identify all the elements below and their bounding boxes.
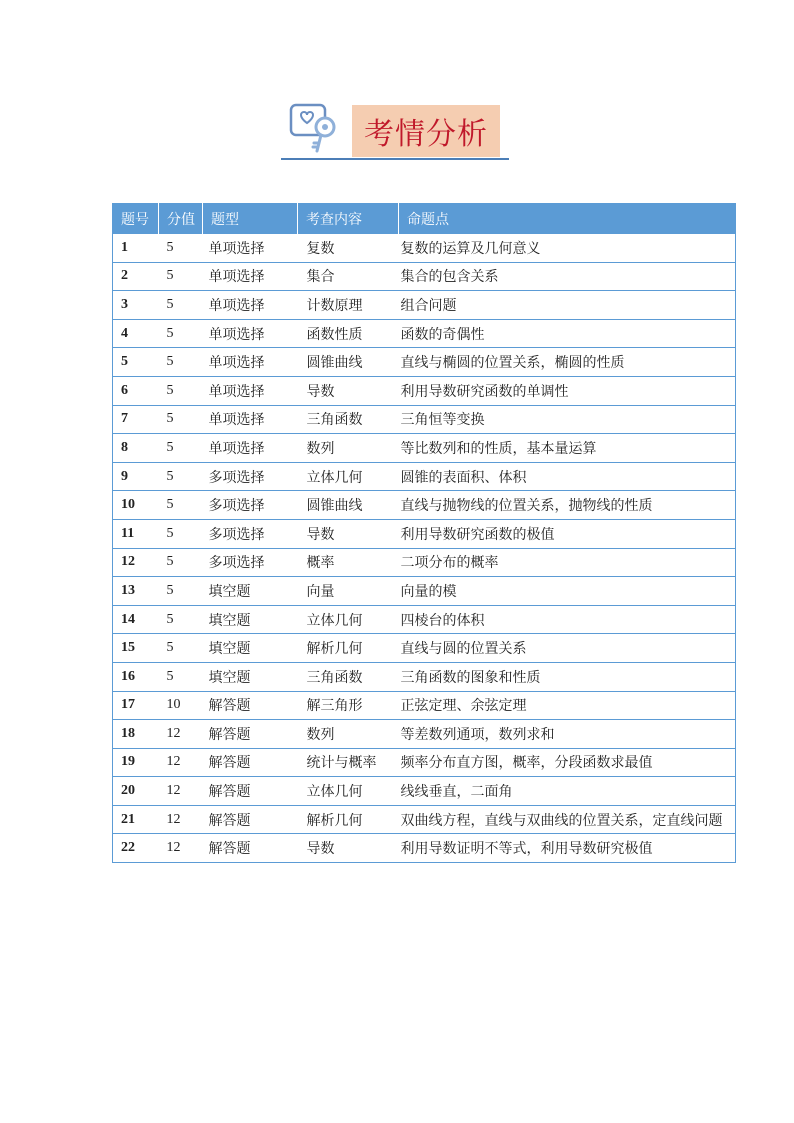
cell-score: 5 [159, 548, 203, 577]
cell-key-point: 组合问题 [399, 291, 736, 320]
cell-topic: 立体几何 [298, 777, 399, 806]
cell-topic: 函数性质 [298, 319, 399, 348]
cell-question-number: 14 [113, 605, 159, 634]
cell-score: 5 [159, 491, 203, 520]
cell-question-type: 解答题 [203, 748, 298, 777]
cell-topic: 向量 [298, 577, 399, 606]
cell-question-number: 22 [113, 834, 159, 863]
cell-score: 5 [159, 634, 203, 663]
cell-question-number: 1 [113, 234, 159, 262]
cell-question-number: 5 [113, 348, 159, 377]
table-row [113, 262, 736, 291]
table-row [113, 634, 736, 663]
cell-question-type: 单项选择 [203, 434, 298, 463]
table-row [113, 291, 736, 320]
cell-question-number: 7 [113, 405, 159, 434]
cell-score: 12 [159, 720, 203, 749]
cell-question-type: 填空题 [203, 634, 298, 663]
cell-question-type: 填空题 [203, 662, 298, 691]
cell-key-point: 直线与抛物线的位置关系，抛物线的性质 [399, 491, 736, 520]
cell-topic: 三角函数 [298, 662, 399, 691]
cell-question-type: 解答题 [203, 805, 298, 834]
cell-question-number: 6 [113, 376, 159, 405]
cell-question-type: 多项选择 [203, 548, 298, 577]
cell-score: 5 [159, 519, 203, 548]
cell-question-number: 2 [113, 262, 159, 291]
cell-score: 5 [159, 577, 203, 606]
cell-question-number: 21 [113, 805, 159, 834]
table-row [113, 720, 736, 749]
table-row [113, 662, 736, 691]
table-row [113, 405, 736, 434]
cell-topic: 圆锥曲线 [298, 348, 399, 377]
cell-key-point: 双曲线方程，直线与双曲线的位置关系，定直线问题 [399, 805, 736, 834]
cell-question-type: 填空题 [203, 577, 298, 606]
cell-question-number: 17 [113, 691, 159, 720]
cell-key-point: 三角函数的图象和性质 [399, 662, 736, 691]
cell-key-point: 线线垂直，二面角 [399, 777, 736, 806]
cell-question-number: 16 [113, 662, 159, 691]
title-underline [281, 158, 509, 160]
cell-question-number: 10 [113, 491, 159, 520]
cell-question-number: 15 [113, 634, 159, 663]
cell-question-type: 解答题 [203, 834, 298, 863]
cell-score: 12 [159, 805, 203, 834]
cell-key-point: 三角恒等变换 [399, 405, 736, 434]
table-row [113, 348, 736, 377]
cell-topic: 统计与概率 [298, 748, 399, 777]
cell-question-type: 单项选择 [203, 262, 298, 291]
cell-key-point: 频率分布直方图，概率，分段函数求最值 [399, 748, 736, 777]
cell-key-point: 复数的运算及几何意义 [399, 234, 736, 262]
cell-topic: 复数 [298, 234, 399, 262]
cell-question-number: 19 [113, 748, 159, 777]
cell-score: 12 [159, 834, 203, 863]
cell-key-point: 向量的模 [399, 577, 736, 606]
cell-topic: 立体几何 [298, 605, 399, 634]
cell-topic: 概率 [298, 548, 399, 577]
cell-key-point: 等比数列和的性质，基本量运算 [399, 434, 736, 463]
cell-key-point: 四棱台的体积 [399, 605, 736, 634]
cell-question-type: 单项选择 [203, 234, 298, 262]
cell-topic: 导数 [298, 376, 399, 405]
cell-topic: 解三角形 [298, 691, 399, 720]
cell-question-number: 9 [113, 462, 159, 491]
table-row [113, 462, 736, 491]
cell-score: 5 [159, 234, 203, 262]
cell-question-number: 18 [113, 720, 159, 749]
table-row [113, 319, 736, 348]
table-row [113, 834, 736, 863]
cell-question-type: 解答题 [203, 691, 298, 720]
table-row [113, 748, 736, 777]
cell-topic: 计数原理 [298, 291, 399, 320]
header-key-point: 命题点 [399, 203, 736, 234]
cell-question-type: 单项选择 [203, 291, 298, 320]
cell-key-point: 等差数列通项，数列求和 [399, 720, 736, 749]
cell-score: 5 [159, 376, 203, 405]
cell-score: 5 [159, 605, 203, 634]
cell-score: 5 [159, 262, 203, 291]
cell-topic: 圆锥曲线 [298, 491, 399, 520]
cell-key-point: 利用导数证明不等式，利用导数研究极值 [399, 834, 736, 863]
cell-topic: 三角函数 [298, 405, 399, 434]
table-row [113, 805, 736, 834]
cell-question-number: 8 [113, 434, 159, 463]
header-question-number: 题号 [113, 203, 159, 234]
cell-question-type: 单项选择 [203, 405, 298, 434]
cell-key-point: 利用导数研究函数的单调性 [399, 376, 736, 405]
page-title: 考情分析 [352, 105, 500, 157]
table-row [113, 376, 736, 405]
cell-question-type: 解答题 [203, 777, 298, 806]
section-banner [281, 103, 509, 161]
key-heart-icon [287, 103, 347, 155]
cell-score: 5 [159, 405, 203, 434]
cell-score: 5 [159, 662, 203, 691]
cell-question-type: 单项选择 [203, 319, 298, 348]
cell-question-number: 3 [113, 291, 159, 320]
table-body [113, 234, 736, 863]
table-row [113, 605, 736, 634]
cell-question-number: 4 [113, 319, 159, 348]
cell-key-point: 二项分布的概率 [399, 548, 736, 577]
header-score: 分值 [159, 203, 203, 234]
header-topic: 考查内容 [298, 203, 399, 234]
cell-topic: 解析几何 [298, 805, 399, 834]
cell-question-type: 多项选择 [203, 519, 298, 548]
cell-key-point: 正弦定理、余弦定理 [399, 691, 736, 720]
cell-question-type: 多项选择 [203, 491, 298, 520]
cell-question-type: 单项选择 [203, 348, 298, 377]
cell-key-point: 函数的奇偶性 [399, 319, 736, 348]
cell-topic: 数列 [298, 434, 399, 463]
cell-key-point: 集合的包含关系 [399, 262, 736, 291]
header-question-type: 题型 [203, 203, 298, 234]
cell-question-type: 单项选择 [203, 376, 298, 405]
table-header-row [113, 203, 736, 234]
cell-score: 5 [159, 434, 203, 463]
cell-question-number: 11 [113, 519, 159, 548]
cell-question-type: 填空题 [203, 605, 298, 634]
cell-question-type: 多项选择 [203, 462, 298, 491]
cell-key-point: 圆锥的表面积、体积 [399, 462, 736, 491]
table-row [113, 577, 736, 606]
cell-score: 5 [159, 348, 203, 377]
cell-topic: 集合 [298, 262, 399, 291]
cell-topic: 导数 [298, 834, 399, 863]
table-row [113, 519, 736, 548]
table-row [113, 691, 736, 720]
cell-question-type: 解答题 [203, 720, 298, 749]
table-row [113, 434, 736, 463]
table-row [113, 548, 736, 577]
cell-key-point: 直线与椭圆的位置关系，椭圆的性质 [399, 348, 736, 377]
table-row [113, 777, 736, 806]
cell-question-number: 13 [113, 577, 159, 606]
cell-score: 12 [159, 748, 203, 777]
cell-key-point: 利用导数研究函数的极值 [399, 519, 736, 548]
cell-topic: 数列 [298, 720, 399, 749]
cell-score: 5 [159, 319, 203, 348]
cell-key-point: 直线与圆的位置关系 [399, 634, 736, 663]
cell-score: 10 [159, 691, 203, 720]
cell-topic: 解析几何 [298, 634, 399, 663]
cell-topic: 导数 [298, 519, 399, 548]
table-row [113, 491, 736, 520]
cell-score: 12 [159, 777, 203, 806]
exam-analysis-table [112, 203, 736, 863]
cell-topic: 立体几何 [298, 462, 399, 491]
cell-question-number: 12 [113, 548, 159, 577]
cell-score: 5 [159, 291, 203, 320]
table-row [113, 234, 736, 262]
cell-score: 5 [159, 462, 203, 491]
cell-question-number: 20 [113, 777, 159, 806]
